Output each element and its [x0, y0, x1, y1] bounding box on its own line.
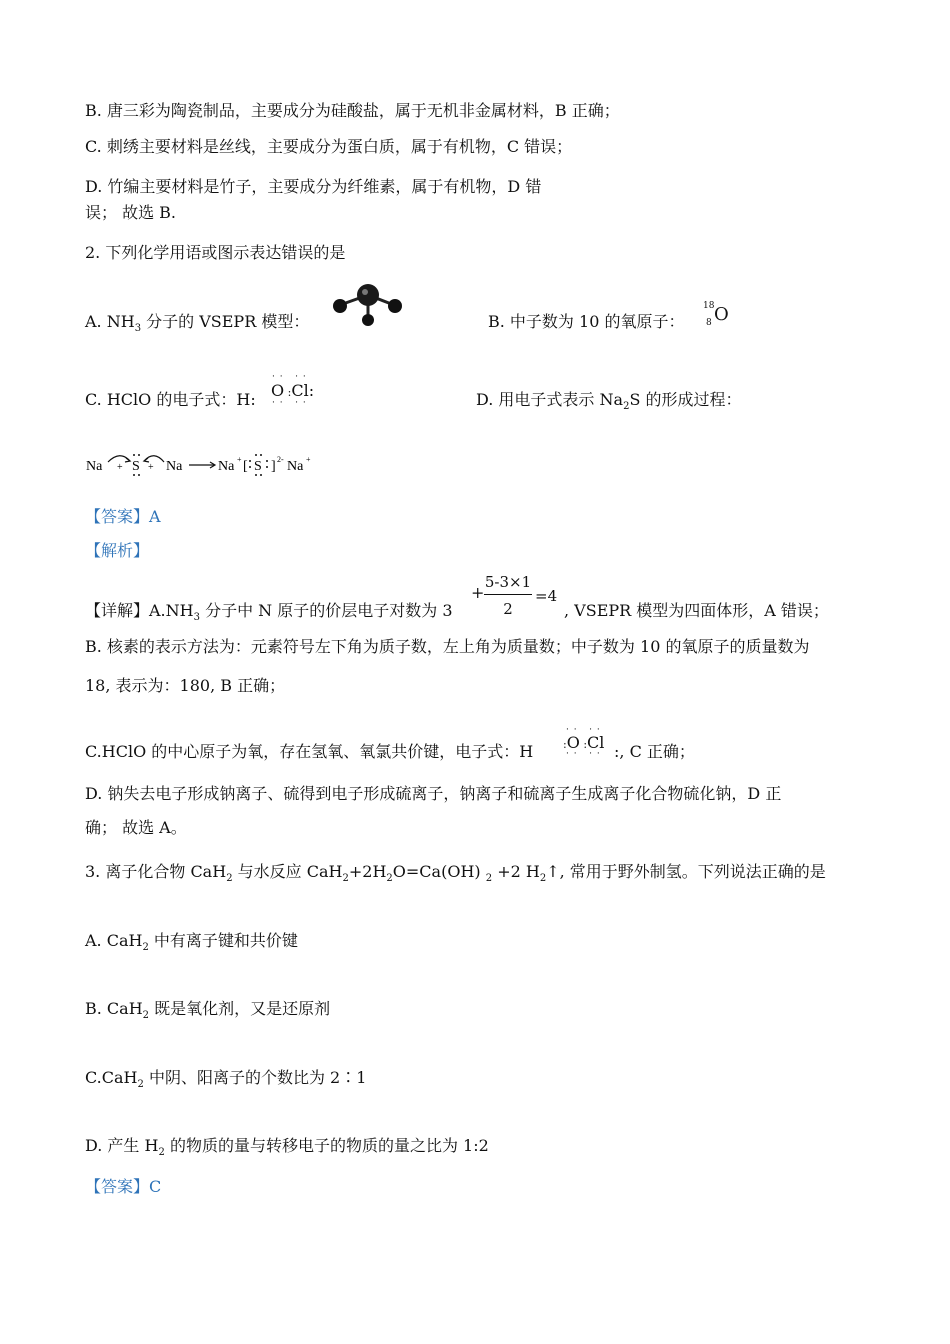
na-atom-right: Na	[166, 459, 183, 474]
hclo-electron-formula: O :Cl:	[271, 381, 315, 400]
option-d-explanation: D. 竹编主要材料是竹子，主要成分为纤维素，属于有机物，D 错	[85, 177, 542, 196]
question-2-stem: 2. 下列化学用语或图示表达错误的是	[85, 243, 346, 262]
oxygen-symbol: O	[714, 304, 729, 325]
svg-text:[: [	[243, 459, 248, 474]
question-2-option-b: B. 中子数为 10 的氧原子：	[488, 312, 685, 331]
hclo-electron-formula-detail: :O :Cl	[563, 733, 605, 752]
question-3-option-d: D. 产生 $H_2$ 的物质的量与转移电子的物质的量之比为 1:2	[85, 1136, 489, 1158]
nitrogen-atom	[357, 284, 379, 306]
question-2-option-c: C. HClO 的电子式：H:	[85, 390, 256, 409]
na-ion-right: Na	[287, 459, 304, 474]
svg-text:]: ]	[271, 459, 276, 474]
detail-option-c-cont: :, C 正确；	[614, 742, 695, 761]
hydrogen-atom	[388, 299, 402, 313]
question-2-option-a: A. $NH_3$ 分子的 VSEPR 模型：	[85, 312, 310, 334]
oxygen-mass-number: 18	[703, 301, 715, 311]
plus-sign: +	[117, 462, 123, 473]
question-2-option-d: D. 用电子式表示 $Na_2S$ 的形成过程：	[476, 390, 742, 412]
fraction-numerator: 5-3×1	[484, 573, 532, 591]
detail-option-c: C.HClO 的中心原子为氧，存在氢氧、氧氯共价键，电子式：H	[85, 742, 534, 761]
option-d-explanation-cont: 误； 故选 B.	[85, 203, 177, 222]
oxygen-atomic-number: 8	[706, 318, 712, 328]
answer-label-q3: 【答案】C	[85, 1177, 162, 1196]
detail-option-b: B. 核素的表示方法为：元素符号左下角为质子数，左上角为质量数；中子数为 10 的氧原子的质量数为	[85, 637, 810, 656]
option-c-explanation: C. 刺绣主要材料是丝线，主要成分为蛋白质，属于有机物，C 错误；	[85, 137, 573, 156]
hydrogen-atom	[362, 314, 374, 326]
na-ion-left: Na	[218, 459, 235, 474]
svg-text:+: +	[306, 455, 311, 464]
detail-option-d: D. 钠失去电子形成钠离子、硫得到电子形成硫离子，钠离子和硫离子生成离子化合物硫化钠，D 正	[85, 784, 782, 803]
option-b-explanation: B. 唐三彩为陶瓷制品，主要成分为硅酸盐，属于无机非金属材料，B 正确；	[85, 101, 620, 120]
hydrogen-atom	[333, 299, 347, 313]
lone-pair-dots: · · · ·	[272, 372, 307, 382]
question-3-option-c: C.CaH$_2$ 中阴、阳离子的个数比为 2∶1	[85, 1068, 367, 1090]
sulfide-ion: S	[254, 459, 262, 474]
fraction-result: =4	[535, 587, 558, 605]
svg-text:2-: 2-	[277, 455, 284, 464]
analysis-label: 【解析】	[85, 541, 150, 560]
answer-label-q2: 【答案】A	[85, 507, 161, 526]
detail-option-a-cont: , VSEPR 模型为四面体形，A 错误；	[564, 601, 829, 620]
question-3-option-a: A. CaH$_2$ 中有离子键和共价键	[85, 931, 298, 953]
detail-option-b-cont: 18, 表示为：180, B 正确；	[85, 676, 286, 695]
lone-pair-dots: · · · ·	[272, 398, 307, 408]
detail-option-a: 【详解】$A.NH_3$ 分子中 N 原子的价层电子对数为 3	[85, 601, 453, 623]
question-3-option-b: B. CaH$_2$ 既是氧化剂，又是还原剂	[85, 999, 331, 1021]
fraction-bar	[484, 594, 532, 595]
svg-text:+: +	[237, 455, 242, 464]
question-3-stem: 3. 离子化合物 CaH$_2$ 与水反应 $CaH_2+2H_2O=Ca(OH)$ $_2$ +2 $H_2↑$, 常用于野外制氢。下列说法正确的是	[85, 862, 826, 884]
nh3-vsepr-model-figure	[328, 283, 408, 327]
fraction-plus: +	[471, 583, 485, 602]
detail-option-d-cont: 确； 故选 A。	[85, 818, 187, 837]
na2s-formation-scheme	[86, 446, 326, 482]
lone-pair-dots: · · · ·	[566, 725, 601, 735]
sulfur-atom: S	[132, 459, 140, 474]
na-atom-left: Na	[86, 459, 103, 474]
plus-sign: +	[148, 462, 154, 473]
lone-pair-dots: · · · ·	[566, 749, 601, 759]
fraction-denominator: 2	[503, 600, 513, 618]
